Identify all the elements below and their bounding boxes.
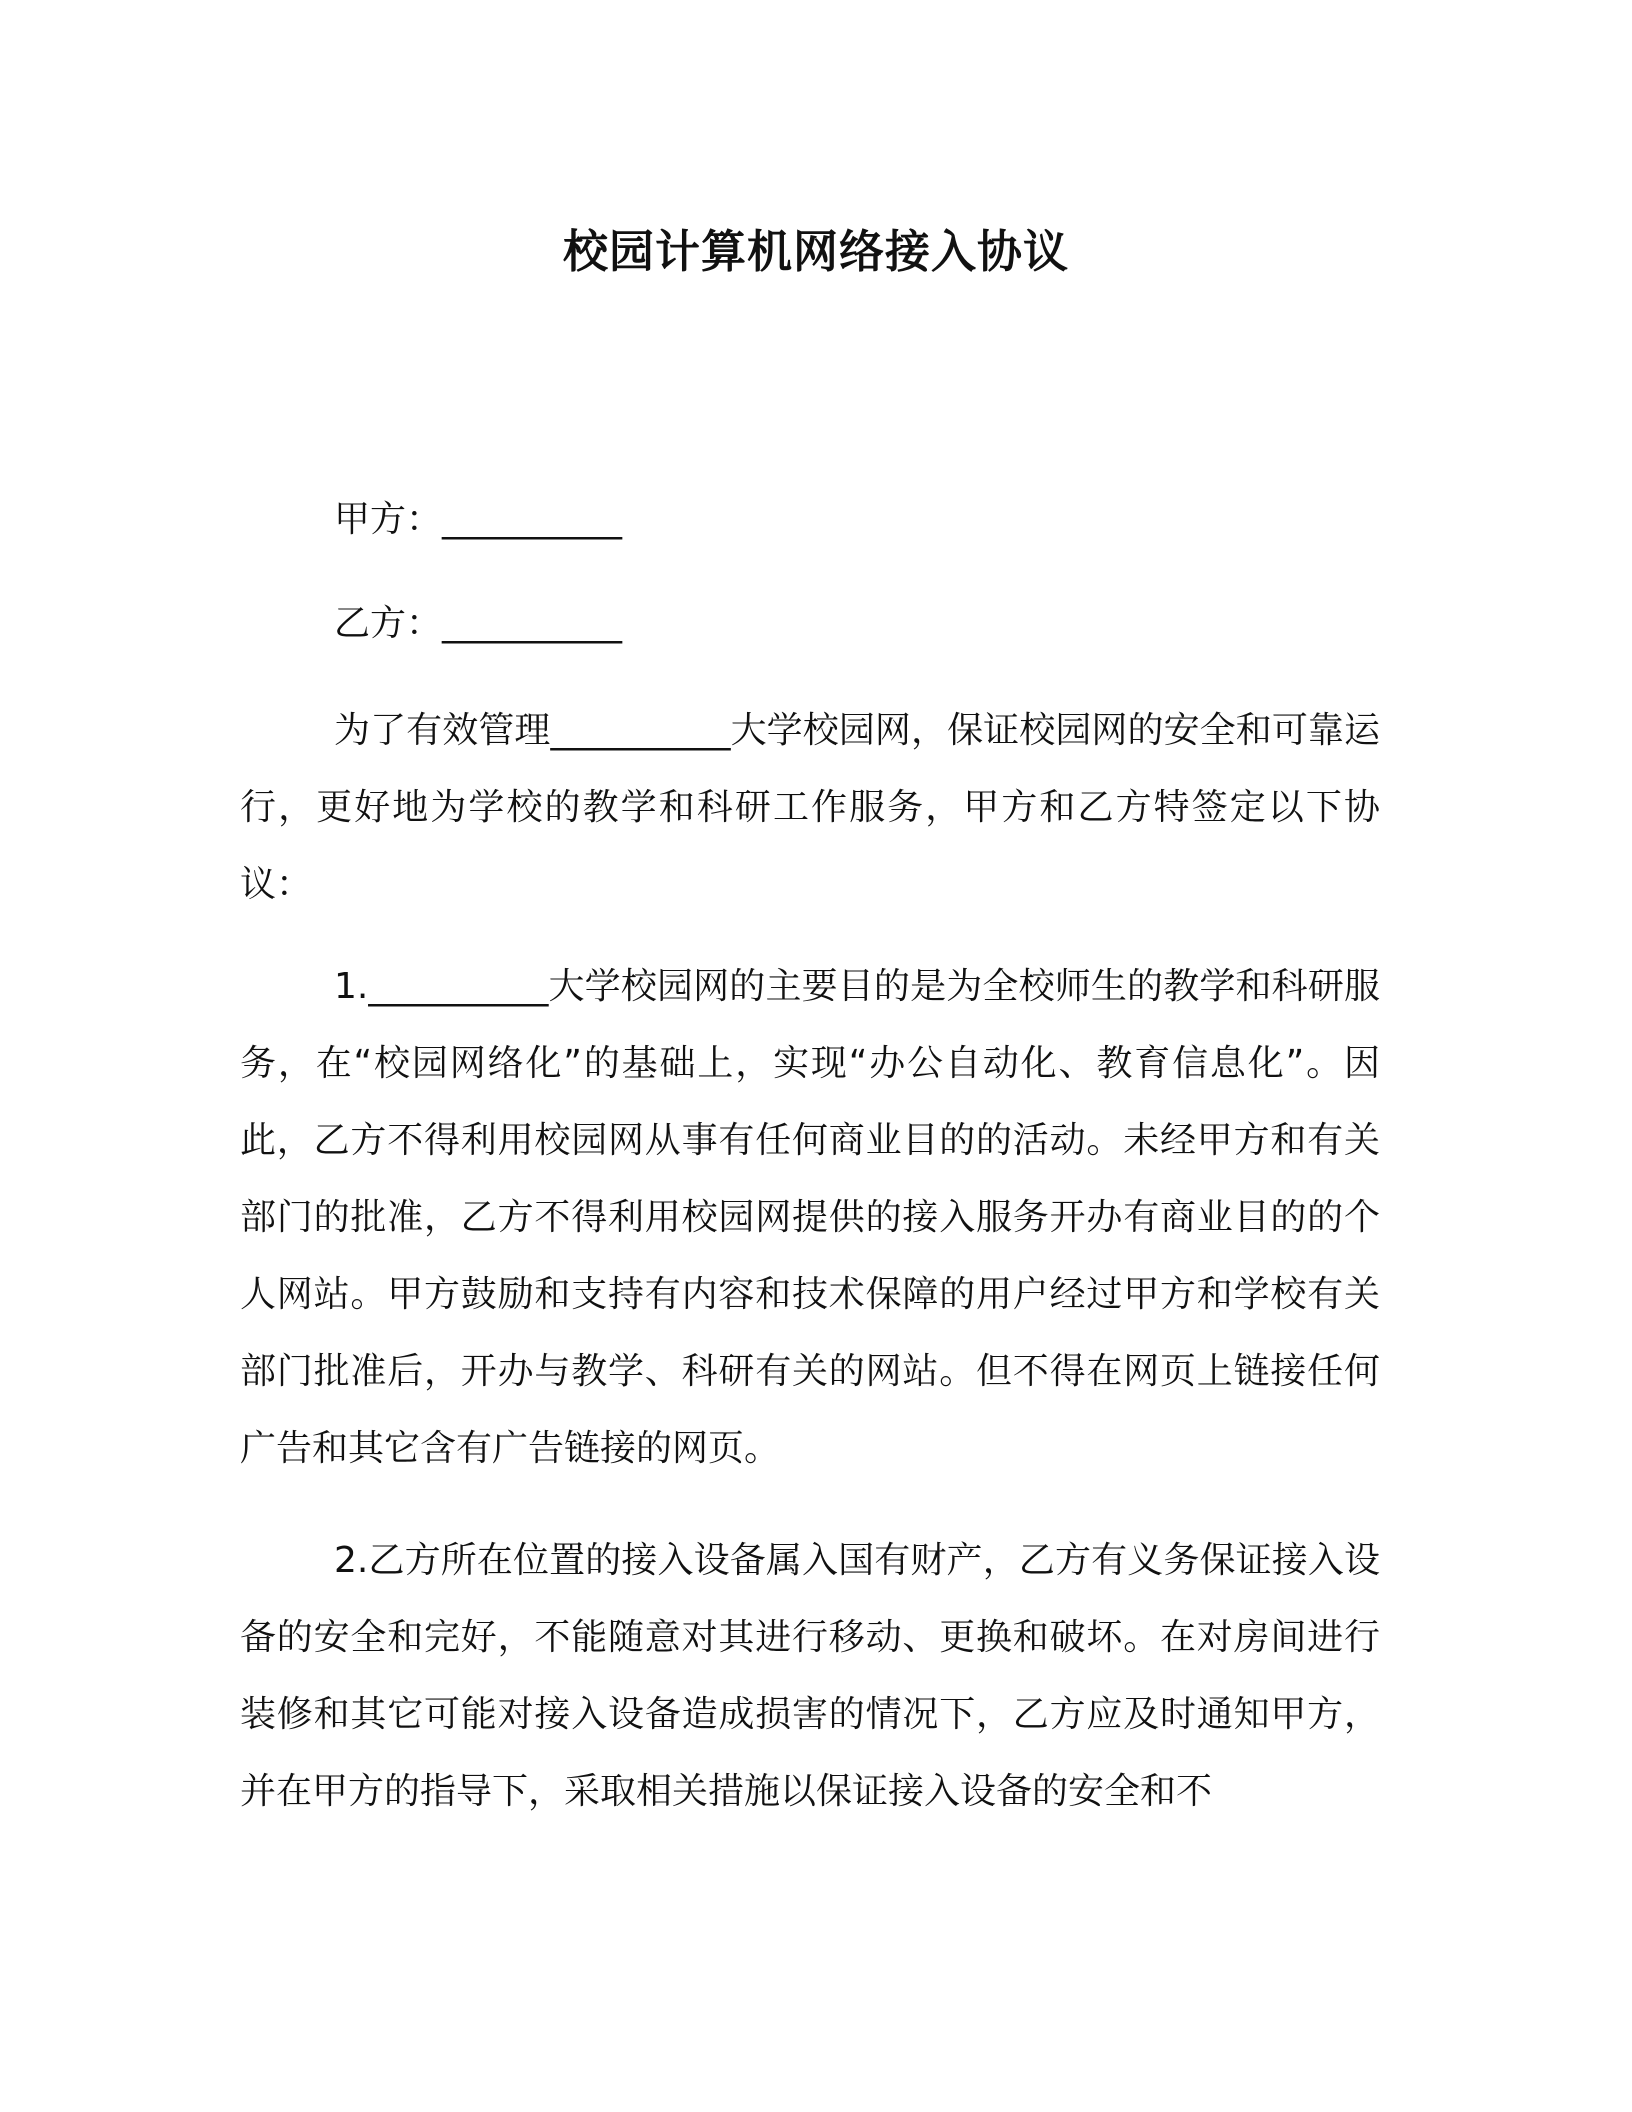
party-a-line: 甲方：__________ — [334, 499, 623, 540]
clause-2-paragraph: 2.乙方所在位置的接入设备属入国有财产，乙方有义务保证接入设备的安全和完好，不能随意对其进行移动、更换和破坏。在对房间进行装修和其它可能对接入设备造成损害的情况下，乙方应及时通知甲方，并在甲方的指导下，采取相关措施以保证接入设备的安全和不 — [240, 1540, 1380, 1812]
clause-1-paragraph: 1.__________大学校园网的主要目的是为全校师生的教学和科研服务，在“校园网络化”的基础上，实现“办公自动化、教育信息化”。因此，乙方不得利用校园网从事有任何商业目的的活动。未经甲方和有关部门的批准，乙方不得利用校园网提供的接入服务开办有商业目的的个人网站。甲方鼓励和支持有内容和技术保障的用户经过甲方和学校有关部门批准后，开办与教学、科研有关的网站。但不得在网页上链接任何广告和其它含有广告链接的网页。 — [240, 966, 1380, 1469]
intro-paragraph: 为了有效管理__________大学校园网，保证校园网的安全和可靠运行，更好地为学校的教学和科研工作服务，甲方和乙方特签定以下协议： — [240, 710, 1380, 905]
document-title: 校园计算机网络接入协议 — [562, 225, 1069, 278]
party-b-line: 乙方：__________ — [334, 603, 623, 644]
